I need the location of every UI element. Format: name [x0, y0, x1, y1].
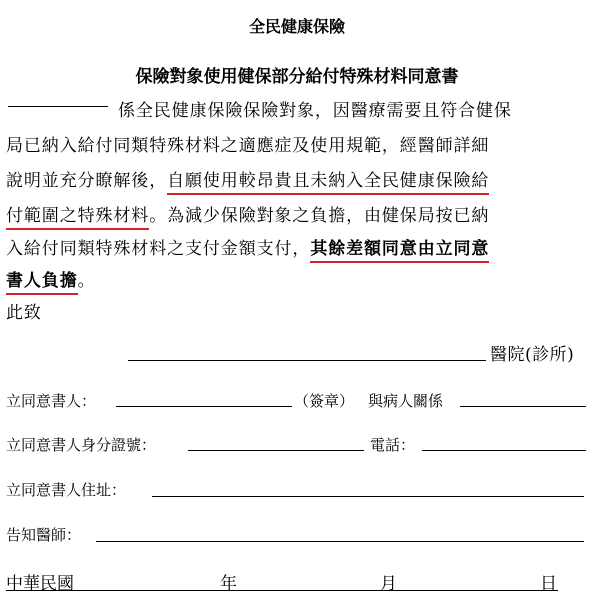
patient-name-blank[interactable] [8, 106, 108, 107]
hospital-name-blank[interactable] [128, 360, 486, 361]
date-underline [6, 590, 558, 591]
doctor-blank[interactable] [96, 541, 584, 542]
date-era-label: 中華民國 [6, 574, 74, 594]
body-line-1: 係全民健康保險保險對象，因醫療需要且符合健保 [118, 101, 512, 121]
hospital-label: 醫院(診所) [490, 345, 575, 365]
phone-blank[interactable] [422, 450, 586, 451]
body-text: 說明並充分瞭解後， [6, 171, 168, 191]
body-text: 。為減少保險對象之負擔，由健保局按已納 [149, 206, 490, 226]
highlighted-text: 付範圍之特殊材料 [6, 206, 149, 230]
body-text: 入給付同類特殊材料之支付金額支付， [6, 239, 311, 259]
body-line-2: 局已納入給付同類特殊材料之適應症及使用規範，經醫師詳細 [6, 136, 490, 156]
id-blank[interactable] [188, 450, 364, 451]
signer-label: 立同意書人： [6, 392, 97, 410]
date-month-label: 月 [380, 574, 397, 594]
signer-blank[interactable] [116, 406, 292, 407]
closing-text: 此致 [6, 303, 42, 323]
address-blank[interactable] [152, 496, 584, 497]
body-line-4 [6, 203, 489, 229]
date-day-label: 日 [540, 574, 557, 594]
relation-blank[interactable] [460, 406, 586, 407]
highlighted-text: 書人負擔 [6, 271, 78, 295]
highlighted-text: 自願使用較昂貴且未納入全民健康保險給 [167, 171, 489, 195]
doctor-label: 告知醫師： [6, 526, 82, 544]
id-label: 立同意書人身分證號： [6, 436, 157, 454]
date-year-label: 年 [220, 574, 237, 594]
body-line-5 [6, 236, 489, 262]
highlighted-text: 其餘差額同意由立同意 [310, 239, 489, 263]
body-line-3 [6, 168, 489, 194]
document-title: 全民健康保險 [248, 17, 345, 36]
document-subtitle: 保險對象使用健保部分給付特殊材料同意書 [135, 67, 459, 87]
body-text: 。 [77, 271, 96, 291]
relation-label: 與病人關係 [368, 392, 444, 410]
body-line-6 [6, 268, 96, 294]
address-label: 立同意書人住址： [6, 481, 127, 499]
seal-label: （簽章） [294, 392, 355, 410]
phone-label: 電話： [370, 436, 416, 454]
